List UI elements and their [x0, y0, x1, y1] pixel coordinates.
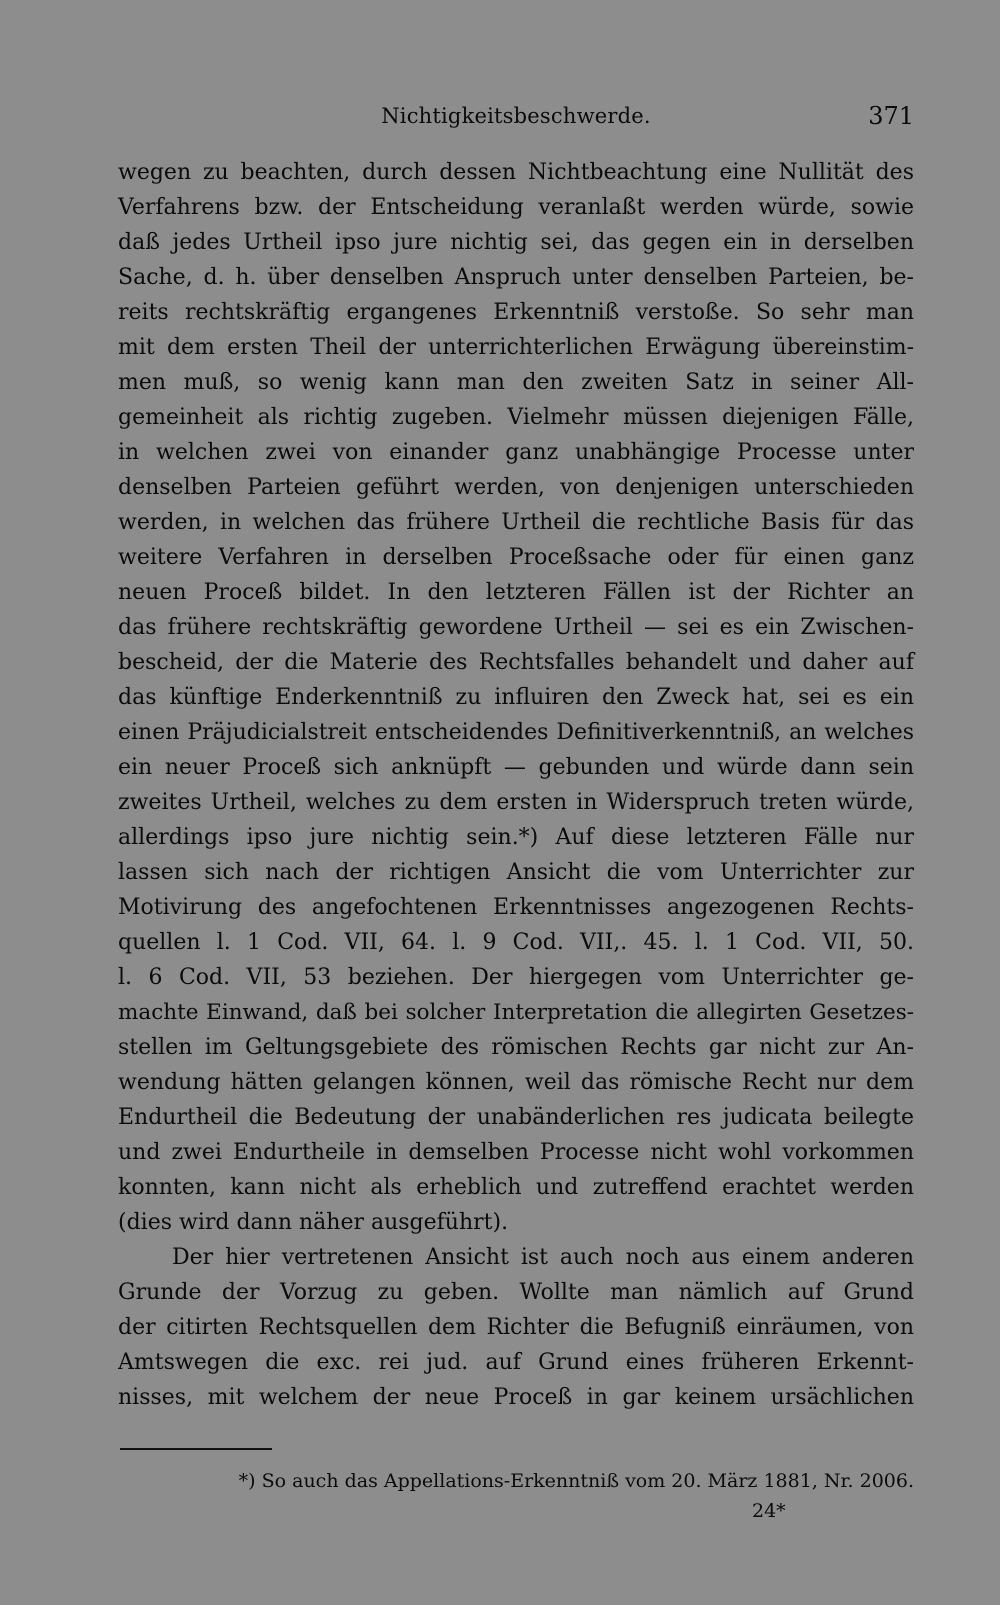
signature-mark: 24*	[752, 1500, 786, 1522]
text-line: men muß, so wenig kann man den zweiten Satz in seiner All-	[118, 370, 914, 395]
body-text	[118, 155, 914, 1415]
page-number: 371	[868, 102, 914, 130]
text-line: und zwei Endurtheile in demselben Processe nicht wohl vorkommen	[118, 1140, 914, 1165]
text-line: nisses, mit welchem der neue Proceß in gar keinem ursächlichen	[118, 1385, 914, 1410]
text-line: in welchen zwei von einander ganz unabhängige Processe unter	[118, 440, 914, 465]
text-line: das frühere rechtskräftig gewordene Urtheil — sei es ein Zwischen-	[118, 615, 914, 640]
text-line: ein neuer Proceß sich anknüpft — gebunden und würde dann sein	[118, 755, 914, 780]
paragraph-end-line: (dies wird dann näher ausgeführt).	[118, 1210, 509, 1235]
text-line: allerdings ipso jure nichtig sein.*) Auf diese letzteren Fälle nur	[118, 825, 914, 850]
text-line: neuen Proceß bildet. In den letzteren Fällen ist der Richter an	[118, 580, 914, 605]
text-line: einen Präjudicialstreit entscheidendes Definitiverkenntniß, an welches	[118, 720, 914, 745]
text-line: l. 6 Cod. VII, 53 beziehen. Der hiergegen vom Unterrichter ge-	[118, 965, 914, 990]
running-title: Nichtigkeitsbeschwerde.	[381, 104, 651, 128]
text-line: Amtswegen die exc. rei jud. auf Grund eines früheren Erkennt-	[118, 1350, 914, 1375]
text-line: konnten, kann nicht als erheblich und zutreffend erachtet werden	[118, 1175, 914, 1200]
text-line: quellen l. 1 Cod. VII, 64. l. 9 Cod. VII,. 45. l. 1 Cod. VII, 50.	[118, 930, 914, 955]
text-line: stellen im Geltungsgebiete des römischen Rechts gar nicht zur An-	[118, 1035, 914, 1060]
text-line: weitere Verfahren in derselben Proceßsache oder für einen ganz	[118, 545, 914, 570]
footnote-rule	[120, 1448, 272, 1450]
text-line: wegen zu beachten, durch dessen Nichtbeachtung eine Nullität des	[118, 160, 914, 185]
text-line: bescheid, der die Materie des Rechtsfalles behandelt und daher auf	[118, 650, 914, 675]
running-head	[118, 96, 914, 136]
text-line: denselben Parteien geführt werden, von denjenigen unterschieden	[118, 475, 914, 500]
text-line: Sache, d. h. über denselben Anspruch unter denselben Parteien, be-	[118, 265, 914, 290]
text-line: zweites Urtheil, welches zu dem ersten in Widerspruch treten würde,	[118, 790, 914, 815]
text-line: Endurtheil die Bedeutung der unabänderlichen res judicata beilegte	[118, 1105, 914, 1130]
text-line: machte Einwand, daß bei solcher Interpretation die allegirten Gesetzes-	[118, 1000, 914, 1025]
text-line: Motivirung des angefochtenen Erkenntnisses angezogenen Rechts-	[118, 895, 914, 920]
paragraph-start-line: Der hier vertretenen Ansicht ist auch noch aus einem anderen	[172, 1245, 914, 1270]
text-line: wendung hätten gelangen können, weil das römische Recht nur dem	[118, 1070, 914, 1095]
text-line: mit dem ersten Theil der unterrichterlichen Erwägung übereinstim-	[118, 335, 914, 360]
text-line: gemeinheit als richtig zugeben. Vielmehr müssen diejenigen Fälle,	[118, 405, 914, 430]
text-line: daß jedes Urtheil ipso jure nichtig sei, das gegen ein in derselben	[118, 230, 914, 255]
text-line: das künftige Enderkenntniß zu influiren den Zweck hat, sei es ein	[118, 685, 914, 710]
text-line: Verfahrens bzw. der Entscheidung veranlaßt werden würde, sowie	[118, 195, 914, 220]
text-line: werden, in welchen das frühere Urtheil die rechtliche Basis für das	[118, 510, 914, 535]
footnote: *) So auch das Appellations-Erkenntniß vom 20. März 1881, Nr. 2006.	[238, 1470, 914, 1492]
text-line: lassen sich nach der richtigen Ansicht die vom Unterrichter zur	[118, 860, 914, 885]
text-line: der citirten Rechtsquellen dem Richter die Befugniß einräumen, von	[118, 1315, 914, 1340]
text-line: Grunde der Vorzug zu geben. Wollte man nämlich auf Grund	[118, 1280, 914, 1305]
text-line: reits rechtskräftig ergangenes Erkenntniß verstoße. So sehr man	[118, 300, 914, 325]
